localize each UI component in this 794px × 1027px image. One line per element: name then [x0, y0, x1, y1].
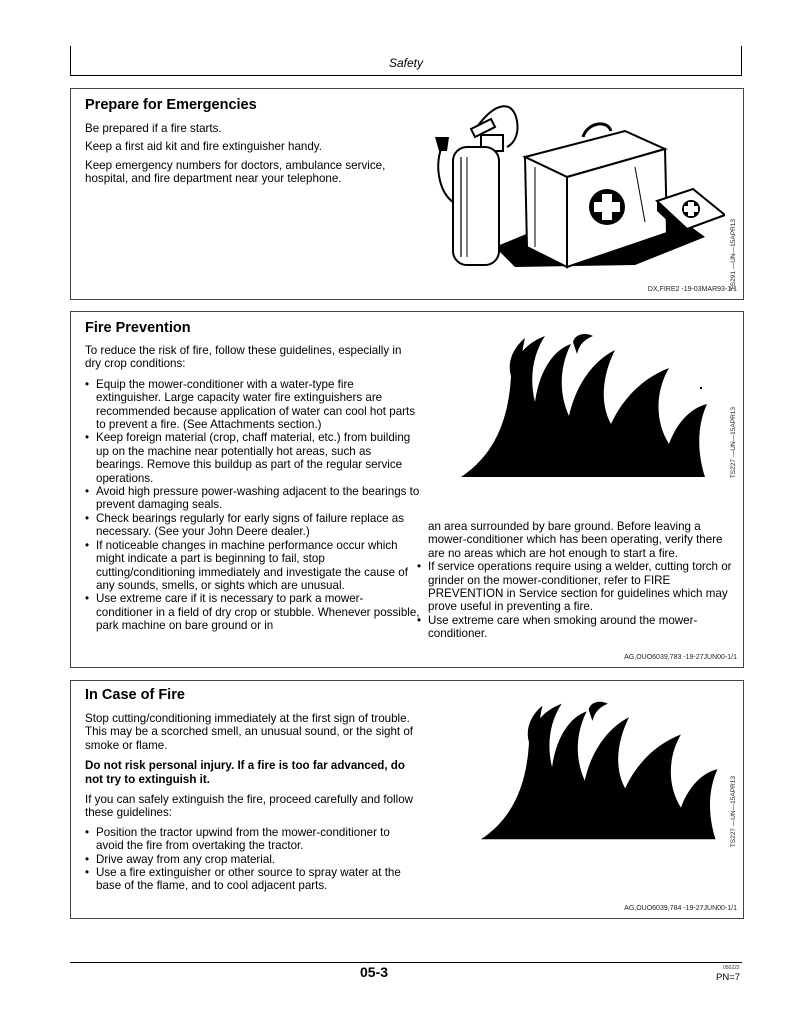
- intro: To reduce the risk of fire, follow these guidelines, especially in dry crop conditions:: [85, 344, 402, 371]
- reference-code: AG,OUO6039,784 -19-27JUN00-1/1: [624, 905, 737, 912]
- list-item: • Use extreme care when smoking around the mower-conditioner.: [417, 614, 735, 641]
- list-item: • If noticeable changes in machine performance occur which might indicate a part is beginning to fail, stop cutting/conditioning immediately and investigate the cause of any sounds, smells, or sights which are unusual.: [85, 539, 420, 593]
- section-in-case-of-fire: [70, 680, 744, 919]
- list-item: • Use a fire extinguisher or other source to spray water at the base of the flame, and to cool adjacent parts.: [85, 866, 420, 893]
- list-item: • Check bearings regularly for early signs of failure replace as necessary. (See your John Deere dealer.): [85, 512, 420, 539]
- list-item: • Keep foreign material (crop, chaff material, etc.) from building up on the machine near potentially hot areas, such as bearings. Remove this buildup as part of the regular service operations.: [85, 431, 420, 485]
- first-aid-and-extinguisher-illustration: [435, 97, 725, 277]
- section-title: Fire Prevention: [85, 320, 191, 336]
- paragraph: Keep emergency numbers for doctors, ambulance service, hospital, and fire department near your telephone.: [85, 158, 386, 186]
- list-item: • Avoid high pressure power-washing adjacent to the bearings to prevent damaging seals.: [85, 485, 420, 512]
- reference-code: DX,FIRE2 -19-03MAR93-1/1: [647, 286, 737, 293]
- guideline-list: [85, 378, 420, 633]
- section-title: In Case of Fire: [85, 687, 185, 703]
- paragraph: Be prepared if a fire starts.: [85, 122, 222, 135]
- paragraph: Keep a first aid kit and fire extinguisher handy.: [85, 140, 322, 154]
- page-code: 050222: [723, 965, 740, 971]
- section-body: [85, 712, 420, 893]
- section-fire-prevention: [70, 311, 744, 668]
- guideline-list: [85, 826, 420, 893]
- section-body-left: [85, 344, 420, 633]
- page-number: 05-3: [360, 964, 389, 980]
- list-item: • Use extreme care if it is necessary to park a mower-conditioner in a field of dry crop or stubble. Whenever possible, park machine on bare ground or in: [85, 592, 420, 632]
- list-item: • If service operations require using a welder, cutting torch or grinder on the mower-conditioner, refer to FIRE PREVENTION in Service section for guidelines which may prove useful in preventing a fire.: [417, 560, 735, 614]
- section-label: Safety: [388, 56, 423, 70]
- guideline-list-continued: [417, 520, 735, 641]
- flame-icon: [479, 697, 729, 847]
- warning-text: Do not risk personal injury. If a fire is too far advanced, do not try to extinguish it.: [85, 759, 405, 786]
- section-prepare-for-emergencies: [70, 88, 744, 300]
- flame-icon: [459, 332, 719, 482]
- section-title: Prepare for Emergencies: [85, 97, 257, 113]
- section-body: [85, 122, 415, 191]
- section-body-right: [417, 520, 735, 641]
- figure-caption: TS227 —UN—15APR13: [730, 776, 737, 848]
- list-item: • Drive away from any crop material.: [85, 853, 420, 866]
- list-item: • Equip the mower-conditioner with a water-type fire extinguisher. Large capacity water fire extinguishers are recommended because application of water can cool hot parts to prevent a fire. (See Attachments section.): [85, 378, 420, 432]
- figure-caption: TS227 —UN—15APR13: [730, 407, 737, 479]
- list-item: • Position the tractor upwind from the mower-conditioner to avoid the fire from overtaking the tractor.: [85, 826, 420, 853]
- reference-code: AG,OUO6039,783 -19-27JUN00-1/1: [624, 654, 737, 661]
- footer-rule: [70, 962, 742, 963]
- list-item-continuation: an area surrounded by bare ground. Before leaving a mower-conditioner which has been operating, verify there are no areas which are hot enough to start a fire.: [428, 520, 723, 560]
- lead-text: If you can safely extinguish the fire, proceed carefully and follow these guidelines:: [85, 793, 414, 820]
- intro: Stop cutting/conditioning immediately at the first sign of trouble. This may be a scorched smell, an unusual sound, or the sight of smoke or flame.: [85, 712, 414, 752]
- figure-caption: TS291 —UN—15APR13: [730, 219, 737, 291]
- page-header: [70, 46, 742, 76]
- page-pn: PN=7: [716, 972, 741, 983]
